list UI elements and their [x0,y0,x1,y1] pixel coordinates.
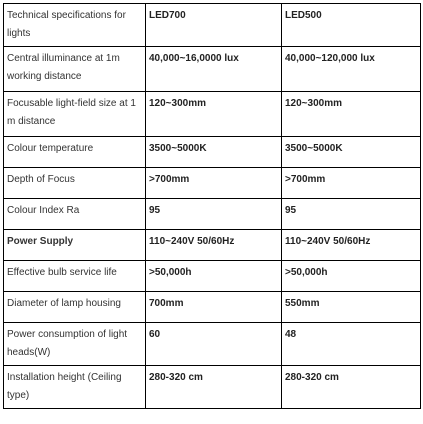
spec-label-cell: Installation height (Ceiling type) [4,366,146,409]
table-row [4,366,421,409]
table-header-row [4,4,421,47]
model-a-value-cell: 120~300mm [146,92,282,137]
model-b-value-cell: 40,000~120,000 lux [282,47,421,92]
spec-label-cell: Focusable light-field size at 1 m distance [4,92,146,137]
spec-label-cell: Central illuminance at 1m working distance [4,47,146,92]
table-row [4,323,421,366]
model-a-value-cell: >700mm [146,168,282,199]
table-row [4,92,421,137]
spec-label-cell: Colour Index Ra [4,199,146,230]
table-row [4,261,421,292]
model-b-value-cell: 3500~5000K [282,137,421,168]
header-model-a-cell: LED700 [146,4,282,47]
spec-label-cell: Diameter of lamp housing [4,292,146,323]
model-b-value-cell: >50,000h [282,261,421,292]
spec-label-cell: Power Supply [4,230,146,261]
model-a-value-cell: 40,000~16,0000 lux [146,47,282,92]
spec-label-cell: Power consumption of light heads(W) [4,323,146,366]
model-b-value-cell: 110~240V 50/60Hz [282,230,421,261]
model-a-value-cell: 280-320 cm [146,366,282,409]
model-b-value-cell: 550mm [282,292,421,323]
table-row [4,47,421,92]
model-a-value-cell: 700mm [146,292,282,323]
model-b-value-cell: 120~300mm [282,92,421,137]
table-row [4,230,421,261]
model-b-value-cell: 48 [282,323,421,366]
model-a-value-cell: 3500~5000K [146,137,282,168]
model-a-value-cell: 95 [146,199,282,230]
table-row [4,292,421,323]
spec-table-container [3,3,421,409]
model-a-value-cell: 60 [146,323,282,366]
spec-label-cell: Depth of Focus [4,168,146,199]
model-a-value-cell: >50,000h [146,261,282,292]
spec-label-cell: Effective bulb service life [4,261,146,292]
header-spec-cell: Technical specifications for lights [4,4,146,47]
model-b-value-cell: >700mm [282,168,421,199]
spec-table [3,3,421,409]
model-a-value-cell: 110~240V 50/60Hz [146,230,282,261]
table-row [4,137,421,168]
spec-label-cell: Colour temperature [4,137,146,168]
header-model-b-cell: LED500 [282,4,421,47]
model-b-value-cell: 95 [282,199,421,230]
table-row [4,168,421,199]
table-row [4,199,421,230]
model-b-value-cell: 280-320 cm [282,366,421,409]
